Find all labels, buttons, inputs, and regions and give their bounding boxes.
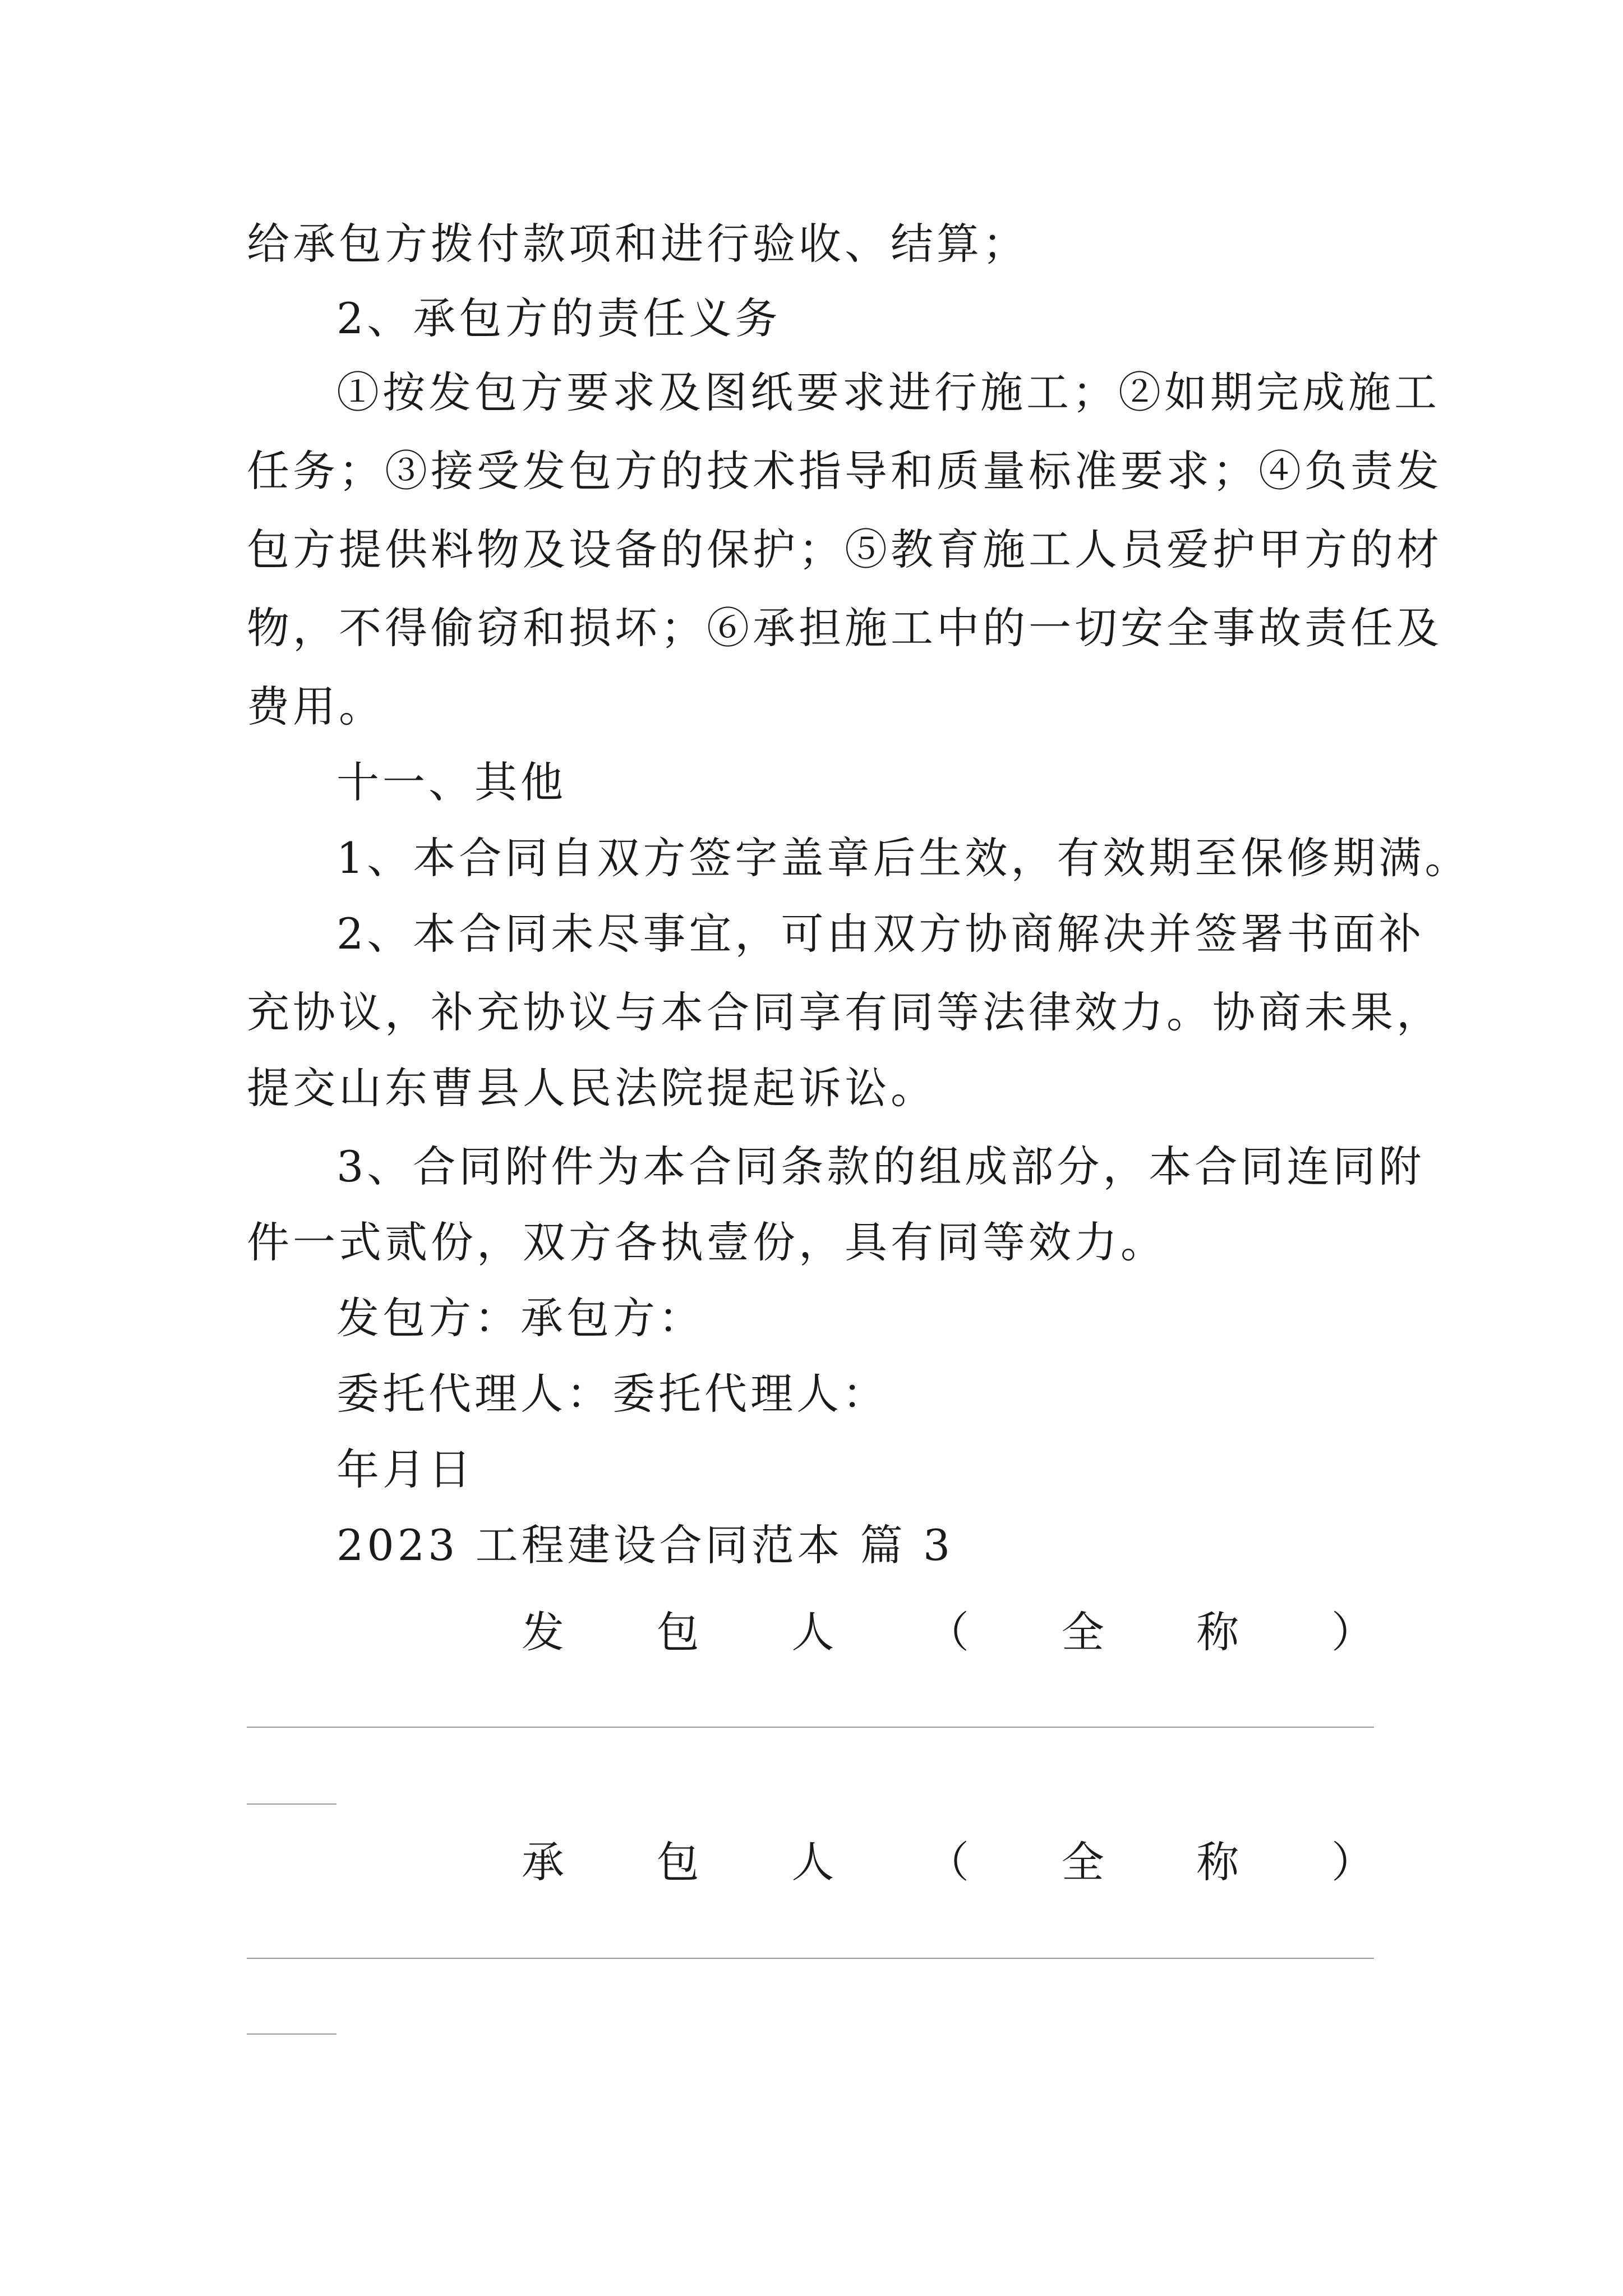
text-line: 给承包方拨付款项和进行验收、结算； bbox=[247, 219, 1029, 269]
date-line: 年月日 bbox=[336, 1444, 474, 1494]
employer-label bbox=[336, 1604, 1374, 1660]
document-heading: 2023 工程建设合同范本 篇 3 bbox=[336, 1520, 954, 1570]
fill-in-rule bbox=[247, 2033, 336, 2035]
text-line: 充协议，补充协议与本合同享有同等法律效力。协商未果， bbox=[247, 987, 1442, 1037]
section-heading: 十一、其他 bbox=[336, 757, 566, 807]
signature-line: 发包方：承包方： bbox=[336, 1293, 704, 1343]
label-char: 全 bbox=[1061, 1837, 1104, 1887]
label-char: 包 bbox=[656, 1837, 699, 1887]
signature-line: 委托代理人：委托代理人： bbox=[336, 1369, 888, 1419]
label-char: 包 bbox=[656, 1607, 699, 1657]
label-char: 发 bbox=[522, 1607, 564, 1657]
text-line: ①按发包方要求及图纸要求进行施工；②如期完成施工 bbox=[336, 367, 1440, 417]
text-line: 2、本合同未尽事宜，可由双方协商解决并签署书面补 bbox=[336, 909, 1425, 959]
text-line: 提交山东曹县人民法院提起诉讼。 bbox=[247, 1063, 937, 1113]
label-char: （ bbox=[926, 1607, 969, 1657]
label-char: 人 bbox=[791, 1837, 834, 1887]
text-line: 1、本合同自双方签字盖章后生效，有效期至保修期满。 bbox=[336, 833, 1471, 883]
label-char: ） bbox=[1331, 1607, 1374, 1657]
fill-in-rule bbox=[247, 1958, 1374, 1959]
text-line: 件一式贰份，双方各执壹份，具有同等效力。 bbox=[247, 1217, 1166, 1267]
label-char: ） bbox=[1331, 1837, 1374, 1887]
text-line: 任务；③接受发包方的技术指导和质量标准要求；④负责发 bbox=[247, 446, 1442, 496]
label-char: （ bbox=[926, 1837, 969, 1887]
label-char: 全 bbox=[1061, 1607, 1104, 1657]
fill-in-rule bbox=[247, 1803, 336, 1805]
label-char: 称 bbox=[1196, 1837, 1239, 1887]
contractor-label bbox=[336, 1834, 1374, 1890]
label-char: 承 bbox=[522, 1837, 564, 1887]
text-line: 物，不得偷窃和损坏；⑥承担施工中的一切安全事故责任及 bbox=[247, 603, 1442, 653]
text-line: 包方提供料物及设备的保护；⑤教育施工人员爱护甲方的材 bbox=[247, 524, 1442, 574]
text-line: 3、合同附件为本合同条款的组成部分，本合同连同附 bbox=[336, 1142, 1425, 1191]
text-line: 费用。 bbox=[247, 682, 385, 731]
section-heading: 2、承包方的责任义务 bbox=[336, 293, 781, 343]
label-char: 称 bbox=[1196, 1607, 1239, 1657]
label-char: 人 bbox=[791, 1607, 834, 1657]
fill-in-rule bbox=[247, 1727, 1374, 1728]
